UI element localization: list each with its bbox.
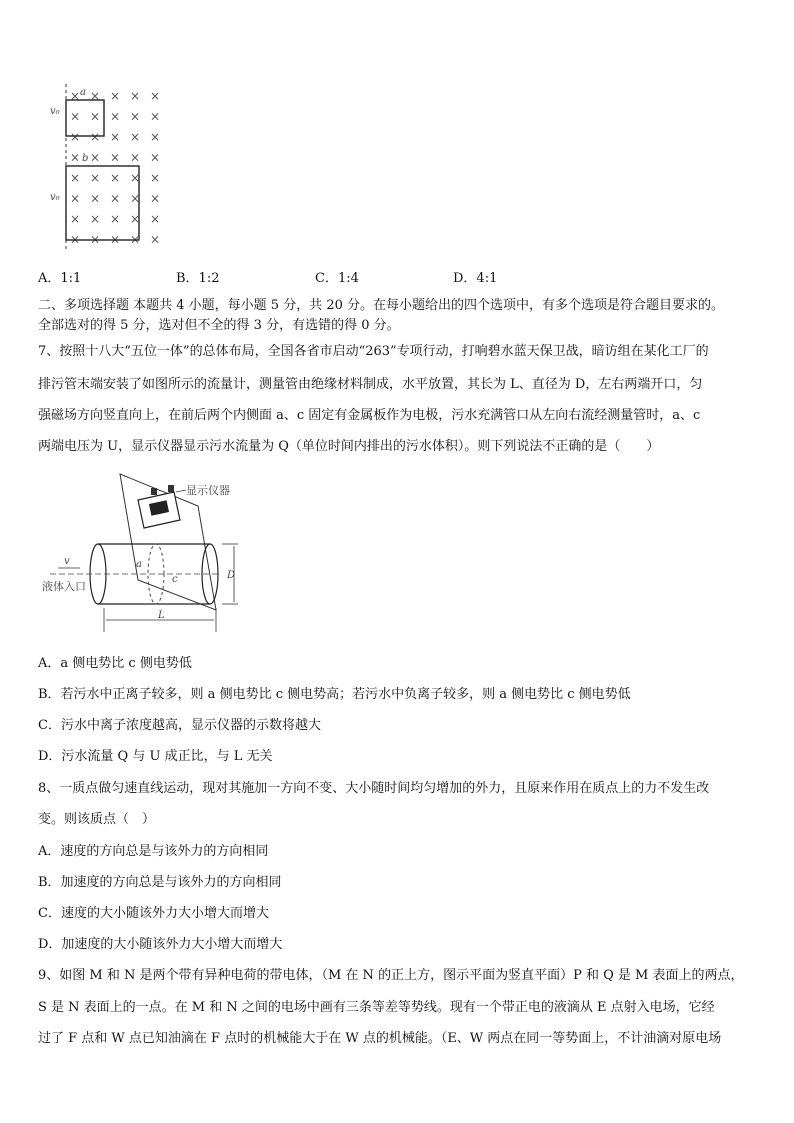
q6-option-c: C．1:4 (315, 271, 359, 286)
field-x-mark: × (110, 150, 121, 165)
field-x-mark: × (110, 89, 121, 103)
field-x-mark: × (150, 109, 161, 124)
section-2-instructions-line1: 二、多项选择题 本题共 4 小题，每小题 5 分，共 20 分。在每小题给出的四个选项中，有多个选项是符合题目要求的。 (38, 298, 725, 313)
velocity-label-top: v₀ (50, 106, 60, 117)
q8-option-b: B．加速度的方向总是与该外力的方向相同 (38, 875, 282, 890)
field-x-mark: × (110, 191, 121, 206)
field-x-mark: × (90, 171, 101, 185)
field-x-mark: × (90, 109, 101, 124)
field-x-mark: × (130, 232, 141, 247)
velocity-label-bottom: v₀ (50, 192, 60, 203)
field-x-mark: × (70, 232, 81, 247)
side-c-label: c (172, 574, 178, 585)
field-x-mark: × (110, 109, 121, 124)
field-x-mark: × (90, 89, 101, 103)
liquid-inlet-label: 液体入口 (42, 580, 86, 593)
field-x-mark: × (150, 171, 161, 185)
q8-option-d: D．加速度的大小随该外力大小增大而增大 (38, 937, 283, 952)
q8-stem-line2: 变。则该质点（ ） (38, 812, 156, 827)
q8-option-c: C．速度的大小随该外力大小增大而增大 (38, 906, 269, 921)
field-x-mark: × (150, 212, 161, 226)
field-x-mark: × (150, 130, 161, 144)
magnetic-field-figure (40, 80, 200, 252)
q9-stem-line3: 过了 F 点和 W 点已知油滴在 F 点时的机械能大于在 W 点的机械能。（E、W 两点在同一等势面上，不计油滴对原电场 (38, 1031, 722, 1046)
q6-option-d: D．4:1 (453, 271, 498, 286)
display-instrument (138, 485, 180, 528)
field-x-mark: × (70, 89, 81, 103)
field-x-mark: × (70, 212, 81, 226)
field-x-mark: × (130, 89, 141, 103)
field-x-mark: × (70, 191, 81, 206)
q7-option-b: B．若污水中正离子较多，则 a 侧电势比 c 侧电势高；若污水中负离子较多，则 a 侧电势比 c 侧电势低 (38, 687, 631, 702)
field-x-mark: × (150, 89, 161, 103)
flowmeter-figure (38, 470, 258, 640)
field-x-mark: × (150, 150, 161, 165)
q7-option-d: D．污水流量 Q 与 U 成正比，与 L 无关 (38, 749, 273, 764)
field-x-mark: × (70, 171, 81, 185)
q7-stem-line1: 7、按照十八大“五位一体”的总体布局，全国各省市启动“263”专项行动，打响碧水蓝天保卫战，暗访组在某化工厂的 (38, 344, 709, 359)
field-x-mark: × (150, 191, 161, 206)
field-x-mark: × (110, 130, 121, 144)
q6-option-b: B．1:2 (176, 271, 220, 286)
q7-stem-line2: 排污管末端安装了如图所示的流量计，测量管由绝缘材料制成，水平放置，其长为 L、直径为 D，左右两端开口，匀 (38, 377, 703, 392)
side-a-label: a (136, 559, 142, 570)
field-x-marks (70, 89, 160, 247)
length-label: L (158, 610, 165, 621)
field-x-mark: × (70, 130, 81, 144)
q6-option-a: A．1:1 (38, 271, 82, 286)
loop-b-label: b (82, 153, 89, 164)
q7-option-c: C．污水中离子浓度越高，显示仪器的示数将越大 (38, 718, 321, 733)
field-x-mark: × (130, 150, 141, 165)
section-2-instructions-line2: 全部选对的得 5 分，选对但不全的得 3 分，有选错的得 0 分。 (38, 318, 400, 333)
q7-stem-line4: 两端电压为 U，显示仪器显示污水流量为 Q（单位时间内排出的污水体积）。则下列说法不正确的是（ ） (38, 439, 660, 454)
field-x-mark: × (110, 212, 121, 226)
q7-stem-line3: 强磁场方向竖直向上，在前后两个内侧面 a、c 固定有金属板作为电极，污水充满管口从左向右流经测量管时，a、c (38, 408, 701, 423)
diameter-label: D (227, 570, 236, 581)
measurement-pipe (50, 544, 218, 604)
field-x-mark: × (70, 150, 81, 165)
field-x-mark: × (130, 191, 141, 206)
q9-stem-line1: 9、如图 M 和 N 是两个带有异种电荷的带电体，（M 在 N 的正上方，图示平面为竖直平面）P 和 Q 是 M 表面上的两点， (38, 968, 744, 983)
field-x-mark: × (90, 212, 101, 226)
velocity-label: v (64, 556, 70, 567)
field-x-mark: × (130, 171, 141, 185)
field-x-mark: × (130, 109, 141, 124)
q7-option-a: A．a 侧电势比 c 侧电势低 (38, 656, 192, 671)
q8-stem-line1: 8、一质点做匀速直线运动，现对其施加一方向不变、大小随时间均匀增加的外力，且原来作用在质点上的力不发生改 (38, 781, 710, 796)
field-x-mark: × (110, 171, 121, 185)
field-x-mark: × (90, 191, 101, 206)
field-x-mark: × (130, 130, 141, 144)
q9-stem-line2: S 是 N 表面上的一点。在 M 和 N 之间的电场中画有三条等差等势线。现有一个带正电的液滴从 E 点射入电场，它经 (38, 1000, 715, 1015)
q8-option-a: A．速度的方向总是与该外力的方向相同 (38, 844, 269, 859)
field-x-mark: × (150, 232, 161, 247)
field-x-mark: × (130, 212, 141, 226)
field-x-mark: × (90, 232, 101, 247)
loop-a-label: a (80, 87, 86, 98)
field-x-mark: × (90, 150, 101, 165)
field-x-mark: × (90, 130, 101, 144)
field-x-mark: × (70, 109, 81, 124)
display-instrument-label: 显示仪器 (186, 484, 230, 497)
field-x-mark: × (110, 232, 121, 247)
